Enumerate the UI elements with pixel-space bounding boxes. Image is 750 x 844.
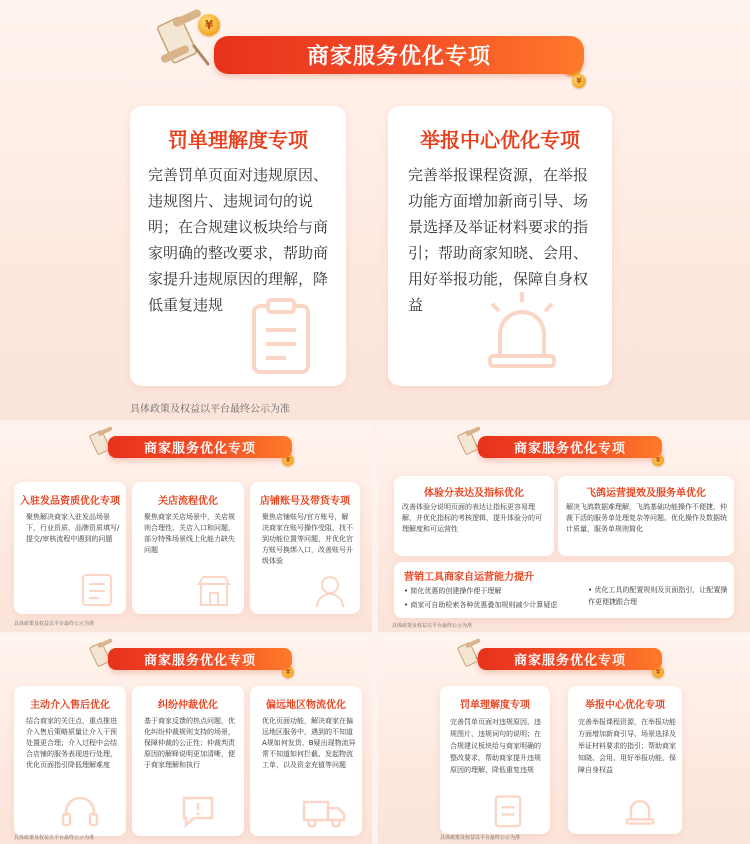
info-card: 入驻发品资质优化专项 聚焦解决商家入驻发品场景下，行业资质、品牌资质填写/提交/审核流程中遇到的问题	[14, 482, 126, 614]
info-card: 罚单理解度专项 完善罚单页面对违规原因、违规图片、违规词句的说明；在合规建议板块给与商家明确的整改要求，帮助商家提升违规原因的理解，降低重复违规	[440, 686, 550, 834]
slide-b	[378, 424, 750, 632]
bullet-item: • 商家可自助检索各种优惠叠加规则减少计算疑虑	[404, 601, 558, 609]
alarm-icon	[622, 792, 658, 826]
headset-icon	[60, 794, 100, 830]
slide-a	[0, 424, 372, 632]
slide-title: 商家服务优化专项	[108, 648, 292, 670]
store-icon	[196, 574, 232, 608]
slide-title: 商家服务优化专项	[478, 648, 662, 670]
coin-icon	[572, 74, 586, 88]
clipboard-icon	[492, 792, 524, 828]
slide-d	[378, 636, 750, 844]
info-card: 纠纷仲裁优化 基于商家反馈的热点问题，优化纠纷仲裁规则支持的场景，保障仲裁的公正性；仲裁判责原因的解释说明更加清晰，便于商家理解和执行	[132, 686, 244, 836]
clipboard-icon	[246, 296, 316, 376]
footnote: 具体政策及权益以平台最终公示为准	[14, 621, 95, 627]
info-card: 体验分表达及指标优化 改善体验分说明页面的表达让指标更容易理解，并优化指标的考核逻辑，提升体验分的可理解度和可运营性	[394, 476, 554, 556]
user-icon	[314, 574, 346, 608]
card-title: 举报中心优化专项	[420, 128, 580, 152]
page-title: 商家服务优化专项	[214, 36, 584, 74]
slide-c	[0, 636, 372, 844]
footnote: 具体政策及权益以平台最终公示为准	[14, 835, 95, 841]
hero-slide	[0, 0, 750, 420]
footnote: 具体政策及权益以平台最终公示为准	[130, 404, 290, 415]
alarm-icon	[480, 290, 564, 372]
slide-title: 商家服务优化专项	[108, 436, 292, 458]
card-body: 完善罚单页面对违规原因、违规图片、违规词句的说明；在合规建议板块给与商家明确的整改要求，帮助商家提升违规原因的理解，降低重复违规	[148, 166, 329, 314]
penalty-card	[130, 106, 346, 386]
footnote: 具体政策及权益以平台最终公示为准	[440, 835, 521, 841]
info-card: 店铺账号及带货专项 聚焦店铺账号/官方账号，解决商家在账号操作受阻、找不到功能位置等问题，并优化官方账号换绑入口，改善账号升级体验	[250, 482, 360, 614]
coin-icon	[198, 14, 220, 36]
info-card: 偏远地区物流优化 优化页面功能，解决商家在偏远地区服务中，遇到的不知道A规如何发货、B疑出现物流异常不知道如何拦截、发起物流工单，以及资金充值等问题	[250, 686, 362, 836]
card-title: 罚单理解度专项	[168, 128, 308, 152]
card-body: 完善举报课程资源，在举报功能方面增加新商引导、场景选择及举证材料要求的指引；帮助商家知晓、会用、用好举报功能，保障自身权益	[408, 166, 589, 314]
footnote: 具体政策及权益以平台最终公示为准	[392, 623, 473, 629]
report-card	[388, 106, 612, 386]
slide-title: 商家服务优化专项	[478, 436, 662, 458]
info-card: 飞鸽运营提效及服务单优化 解决飞鸽数据难理解，飞鸽基础功能操作不便捷、仲裁下活的服务单处理复杂等问题。优化操作及数据统计质量，服务单规则简化	[558, 476, 734, 556]
form-icon	[80, 572, 114, 608]
info-card: 主动介入售后优化 结合商家的关注点，重点推进介入售后策略质量让介入干预处置更合理；介入过程中会结合店铺的服务表现进行处理，优化页面指引降低理解难度	[14, 686, 126, 836]
wide-card: 营销工具商家自运营能力提升 • 简化优惠的创建操作便于理解 • 商家可自助检索各种优惠叠加规则减少计算疑虑 • 优化工具的配置规则及页面指引，让配置操作更便捷跟合理	[394, 562, 734, 618]
chat-alert-icon	[180, 794, 216, 828]
truck-icon	[302, 798, 346, 828]
bullet-item: • 简化优惠的创建操作便于理解	[404, 587, 502, 595]
info-card: 举报中心优化专项 完善举报课程资源，在举报功能方面增加新商引导、场景选择及举证材料要求的指引；帮助商家知晓、会用、用好举报功能，保障自身权益	[568, 686, 682, 834]
bullet-item: • 优化工具的配置规则及页面指引，让配置操作更便捷跟合理	[588, 586, 728, 606]
info-card: 关店流程优化 聚焦商家关店场景中，关店规则合理性、关店入口和问题，部分特殊场景线上化能力缺失问题	[132, 482, 244, 614]
